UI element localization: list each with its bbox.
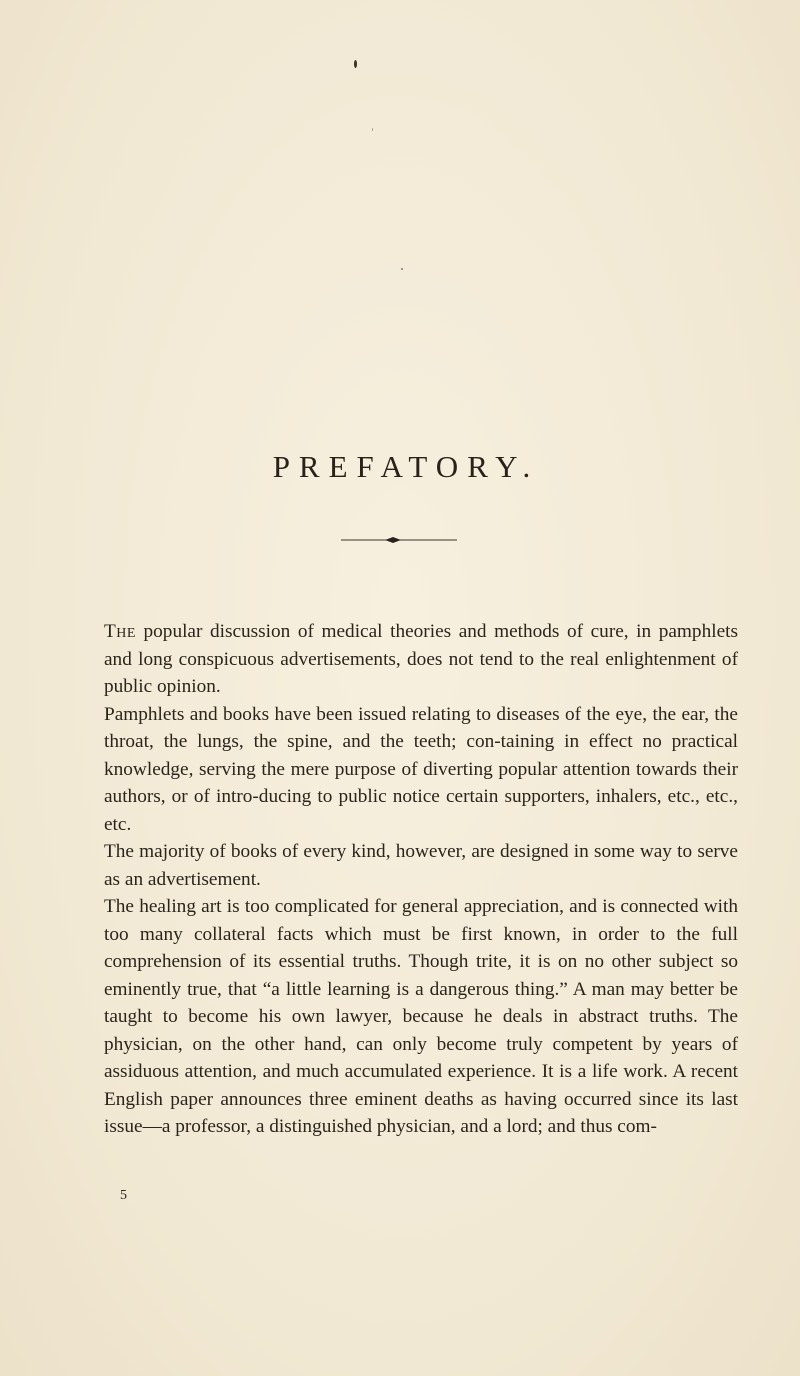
paragraph-1	[104, 618, 738, 701]
page-number: 5	[120, 1188, 127, 1203]
print-speck	[401, 268, 403, 270]
paragraph-1-text: popular discussion of medical theories and methods of cure, in pamphlets and long conspicuous advertisements, does not tend to the real enlightenment of public opinion.	[104, 621, 738, 697]
print-speck	[354, 60, 357, 68]
ornament-rule-icon	[341, 535, 457, 545]
paragraph-3: The majority of books of every kind, however, are designed in some way to serve as an advertisement.	[104, 841, 738, 890]
print-speck	[372, 128, 373, 131]
paragraph-2: Pamphlets and books have been issued relating to diseases of the eye, the ear, the throat, the lungs, the spine, and the teeth; con-taining in effect no practical knowledge, serving the mere purpose of diverting popular attention towards their authors, or of intro-ducing to public notice certain supporters, inhalers, etc., etc., etc.	[104, 703, 738, 835]
body-text	[104, 618, 738, 1141]
page-title: PREFATORY.	[272, 449, 540, 484]
paragraph-4: The healing art is too complicated for general appreciation, and is connected with too many collateral facts which must be first known, in order to the full comprehension of its essential truths. Though trite, it is on no other subject so eminently true, that “a little learning is a dangerous thing.” A man may better be taught to become his own lawyer, because he deals in abstract truths. The physician, on the other hand, can only become truly competent by years of assiduous attention, and much accumulated experience. It is a life work. A recent English paper announces three eminent deaths as having occurred since its last issue—a professor, a distinguished physician, and a lord; and thus com-	[104, 896, 738, 1137]
first-word: The	[104, 621, 136, 642]
